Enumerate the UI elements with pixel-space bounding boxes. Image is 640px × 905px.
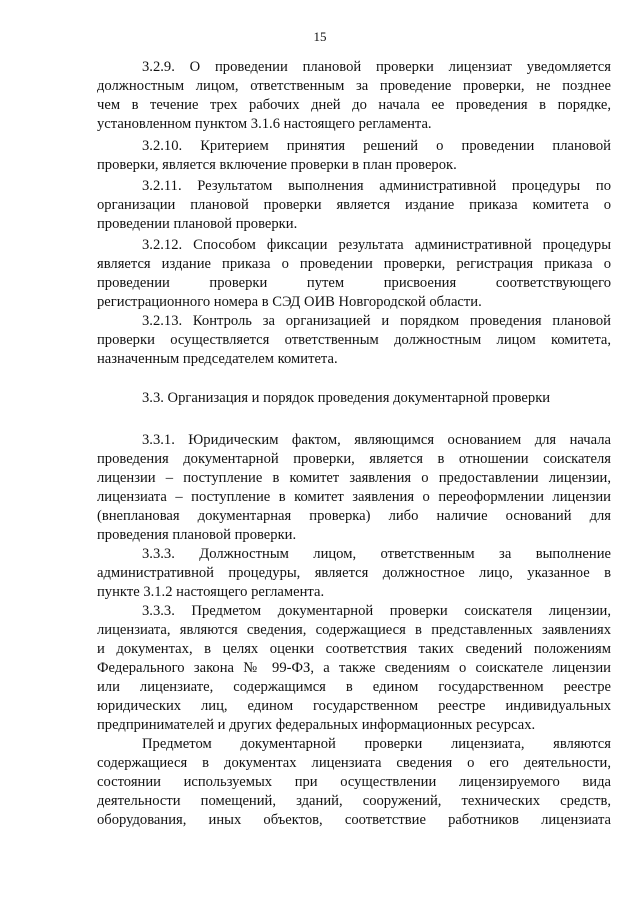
text-line: установленном пунктом 3.1.6 настоящего регламента. bbox=[97, 116, 432, 132]
text-line: организации плановой проверки является издание приказа комитета о bbox=[97, 197, 611, 213]
text-line: 3.3.1. Юридическим фактом, являющимся основанием для начала bbox=[142, 432, 611, 448]
text-line: назначенным председателем комитета. bbox=[97, 351, 338, 367]
text-line: является издание приказа о проведении проверки, регистрация приказа о bbox=[97, 256, 611, 272]
text-line: проверки, является включение проверки в план проверок. bbox=[97, 157, 457, 173]
text-line: оборудования, иных объектов, соответствие работников лицензиата bbox=[97, 812, 611, 828]
text-line: лицензиата – поступление в комитет заявления о переоформлении лицензии bbox=[97, 489, 611, 505]
text-line: проведения документарной проверки, является в отношении соискателя bbox=[97, 451, 611, 467]
text-line: 3.2.9. О проведении плановой проверки лицензиат уведомляется bbox=[142, 59, 611, 75]
text-line: предпринимателей и других федеральных информационных ресурсах. bbox=[97, 717, 536, 733]
text-line: 3.2.11. Результатом выполнения административной процедуры по bbox=[142, 178, 611, 194]
text-line: (внеплановая документарная проверка) либо наличие оснований для bbox=[97, 508, 611, 524]
text-line: чем в течение трех рабочих дней до начала ее проведения в порядке, bbox=[97, 97, 611, 113]
text-line: 3.2.13. Контроль за организацией и порядком проведения плановой bbox=[142, 313, 611, 329]
text-line: пункте 3.1.2 настоящего регламента. bbox=[97, 584, 325, 600]
page-number: 15 bbox=[313, 29, 327, 44]
text-line: деятельности помещений, зданий, сооружений, технических средств, bbox=[97, 793, 611, 809]
text-line: проведении проверки путем присвоения соответствующего bbox=[97, 275, 611, 291]
text-line: проведении плановой проверки. bbox=[97, 216, 298, 232]
text-line: и документах, в целях оценки соответствия таких сведений положениям bbox=[97, 641, 611, 657]
text-line: Предметом документарной проверки лицензиата, являются bbox=[142, 736, 611, 752]
text-line: 3.3. Организация и порядок проведения документарной проверки bbox=[142, 390, 551, 406]
text-line: 3.3.3. Должностным лицом, ответственным за выполнение bbox=[142, 546, 611, 562]
text-line: 3.2.12. Способом фиксации результата административной процедуры bbox=[142, 237, 611, 253]
text-line: проверки осуществляется ответственным должностным лицом комитета, bbox=[97, 332, 611, 348]
text-line: Федерального закона № 99-ФЗ, а также сведениям о соискателе лицензии bbox=[97, 660, 611, 676]
text-line: или лицензиате, содержащимся в едином государственном реестре bbox=[97, 679, 611, 695]
text-line: лицензиата, являются сведения, содержащиеся в представленных заявлениях bbox=[97, 622, 611, 638]
text-line: 3.3.3. Предметом документарной проверки соискателя лицензии, bbox=[142, 603, 611, 619]
text-line: должностным лицом, ответственным за проведение проверки, не позднее bbox=[97, 78, 611, 94]
text-line: содержащиеся в документах лицензиата сведения о его деятельности, bbox=[97, 755, 611, 771]
text-line: административной процедуры, является должностное лицо, указанное в bbox=[97, 565, 611, 581]
text-line: регистрационного номера в СЭД ОИВ Новгородской области. bbox=[97, 294, 482, 310]
text-line: состоянии используемых при осуществлении лицензируемого вида bbox=[97, 774, 611, 790]
text-line: лицензии – поступление в комитет заявления о предоставлении лицензии, bbox=[97, 470, 611, 486]
text-line: проведения плановой проверки. bbox=[97, 527, 297, 543]
text-line: юридических лиц, едином государственном реестре индивидуальных bbox=[97, 698, 611, 714]
text-line: 3.2.10. Критерием принятия решений о проведении плановой bbox=[142, 138, 611, 154]
